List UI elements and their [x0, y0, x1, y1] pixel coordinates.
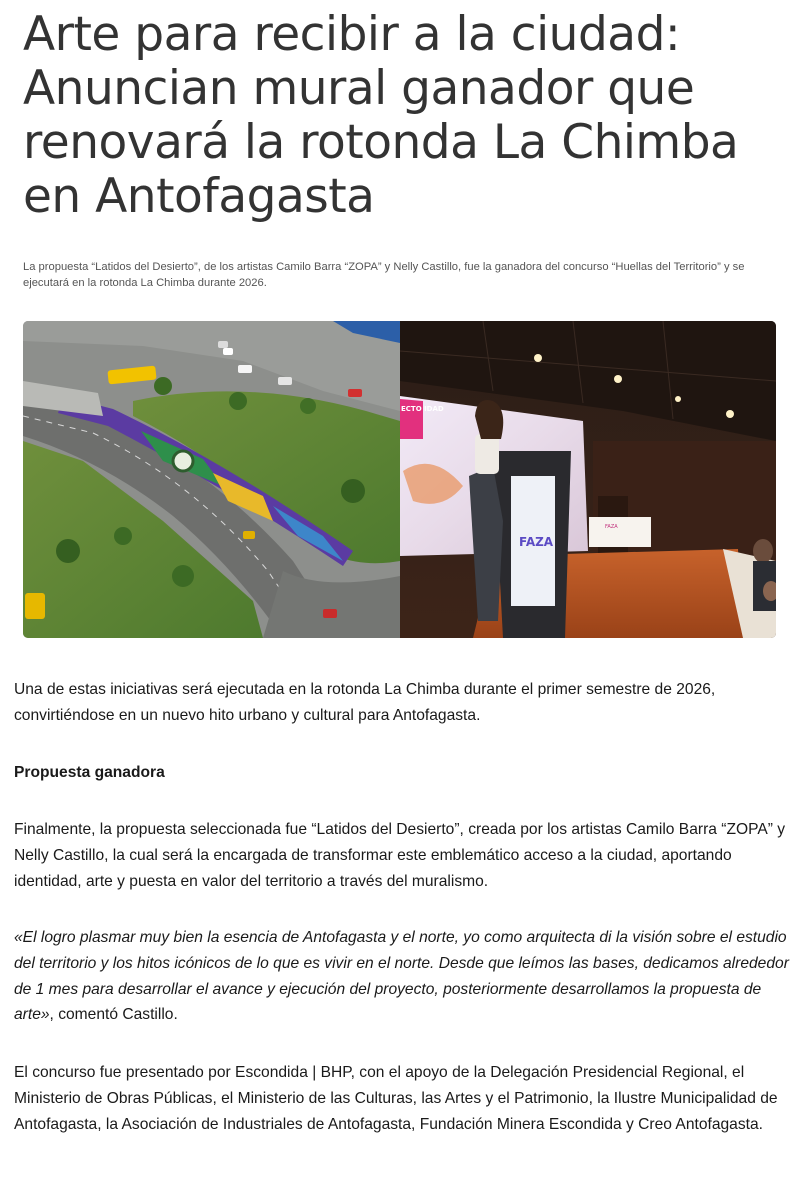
paragraph-sponsors: El concurso fue presentado por Escondida | BHP, con el apoyo de la Delegación Presidencial Regional, el Ministerio de Obras Públicas, el Ministerio de las Culturas, las Artes y el Patrimonio, la Ilustre Municipalidad de Antofagasta, la Asociación de Industriales de Antofagasta, Fundación Minera Escondida y Creo Antofagasta.: [14, 1064, 778, 1133]
subheading-propuesta-ganadora: Propuesta ganadora: [14, 764, 165, 781]
paragraph-propuesta: Finalmente, la propuesta seleccionada fue “Latidos del Desierto”, creada por los artistas Camilo Barra “ZOPA” y Nelly Castillo, la cual será la encargada de transformar este emblemático acceso a la ciudad, aportando identidad, arte y puesta en valor del territorio a través del muralismo.: [14, 821, 786, 890]
article-lead: La propuesta “Latidos del Desierto”, de los artistas Camilo Barra “ZOPA” y Nelly Castillo, fue la ganadora del concurso “Huellas del Territorio” y se ejecutará en la rotonda La Chimba durante 2026.: [23, 261, 745, 289]
screen-text: ECTO IDAD: [401, 405, 444, 413]
article-headline: Arte para recibir a la ciudad: Anuncian mural ganador que renovará la rotonda La Chimba en Antofagasta: [23, 7, 739, 224]
quote-attribution: , comentó Castillo.: [49, 1006, 178, 1024]
paragraph-intro: Una de estas iniciativas será ejecutada en la rotonda La Chimba durante el primer semestre de 2026, convirtiéndose en un nuevo hito urbano y cultural para Antofagasta.: [14, 681, 716, 724]
quote-text: «El logro plasmar muy bien la esencia de Antofagasta y el norte, yo como arquitecta di la visión sobre el estudio del territorio y los hitos icónicos de lo que es vivir en el norte. Desde que leímos las bases, dedicamos alrededor de 1 mes para desarrollar el avance y ejecución del proyecto, posteriormente desarrollamos la propuesta de arte»: [14, 929, 789, 1024]
event-photo: [400, 321, 776, 638]
hero-image: [23, 321, 776, 638]
quote-paragraph: [14, 925, 794, 1028]
podium-logo: FAZA: [519, 535, 554, 549]
aerial-roundabout-photo: [23, 321, 400, 638]
table-logo: FAZA: [605, 524, 618, 530]
